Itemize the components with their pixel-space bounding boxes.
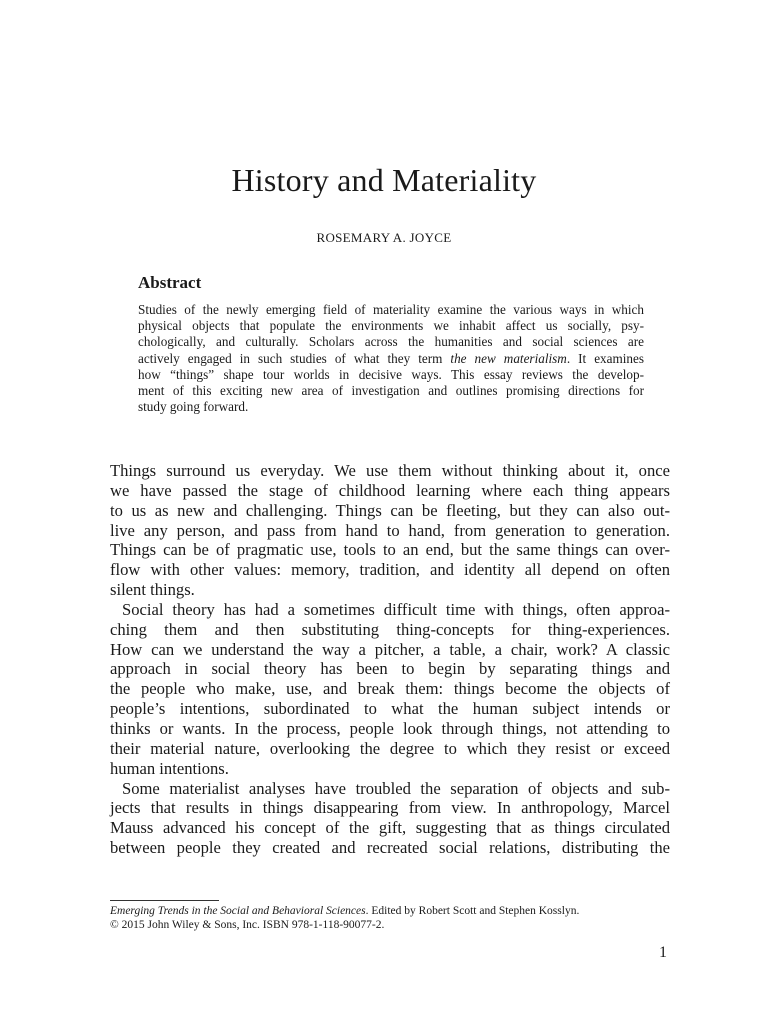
footnote-line [110,904,670,918]
footnote-rule [110,900,219,901]
abstract-text [138,302,644,415]
body-line: Some materialist analyses have troubled the separation of objects and sub- [122,778,670,798]
abstract-italic-term: the new materialism [450,350,567,366]
body-line: ching them and then substituting thing-concepts for thing-experiences. [110,619,670,639]
abstract-line: Studies of the newly emerging field of materiality examine the various ways in which [138,302,644,317]
abstract-line: physical objects that populate the environments we inhabit affect us socially, psy- [138,318,644,334]
abstract-line: ment of this exciting new area of investigation and outlines promising directions for [138,383,644,399]
body-line: people’s intentions, subordinated to what the human subject intends or [110,699,670,719]
abstract-line-text: actively engaged in such studies of what they term [138,350,443,366]
abstract-line-tail: . It examines [566,350,645,366]
body-line: Things surround us everyday. We use them without thinking about it, once [110,461,670,480]
abstract-line: study going forward. [138,399,249,415]
body-text [110,461,670,858]
abstract-line: how “things” shape tour worlds in decisive ways. This essay reviews the develop- [138,366,644,382]
body-line: human intentions. [110,758,229,778]
abstract-heading: Abstract [138,273,202,292]
body-line: Social theory has had a sometimes difficult time with things, often approa- [122,599,670,619]
body-line: approach in social theory has been to begin by separating things and [110,659,670,679]
footnote-editors: . Edited by Robert Scott and Stephen Kosslyn. [365,905,580,917]
footnote-book-title: Emerging Trends in the Social and Behavioral Sciences [110,905,366,917]
body-line: to us as new and challenging. Things can be fleeting, but they can also out- [110,500,670,520]
body-line: the people who make, use, and break them: things become the objects of [110,679,670,699]
body-line: live any person, and pass from hand to hand, from generation to generation. [110,520,670,540]
body-line: Things can be of pragmatic use, tools to an end, but the same things can over- [110,540,670,560]
body-line: How can we understand the way a pitcher, a table, a chair, work? A classic [110,639,670,659]
body-line: jects that results in things disappearing from view. In anthropology, Marcel [110,798,670,818]
footnote-copyright: © 2015 John Wiley & Sons, Inc. ISBN 978-1-118-90077-2. [110,919,385,931]
body-line: thinks or wants. In the process, people look through things, not attending to [110,718,670,738]
abstract-line [138,351,644,367]
body-line: silent things. [110,580,195,600]
body-line: their material nature, overlooking the degree to which they resist or exceed [110,738,670,758]
paper-title: History and Materiality [231,162,537,198]
footnote [110,904,670,932]
body-line: flow with other values: memory, tradition, and identity all depend on often [110,560,670,580]
page-number: 1 [659,944,667,961]
body-line: we have passed the stage of childhood learning where each thing appears [110,480,670,500]
body-line: between people they created and recreated social relations, distributing the [110,838,670,858]
author-name: ROSEMARY A. JOYCE [316,230,452,245]
abstract-line: chologically, and culturally. Scholars across the humanities and social sciences are [138,334,644,350]
body-line: Mauss advanced his concept of the gift, suggesting that as things circulated [110,818,670,838]
